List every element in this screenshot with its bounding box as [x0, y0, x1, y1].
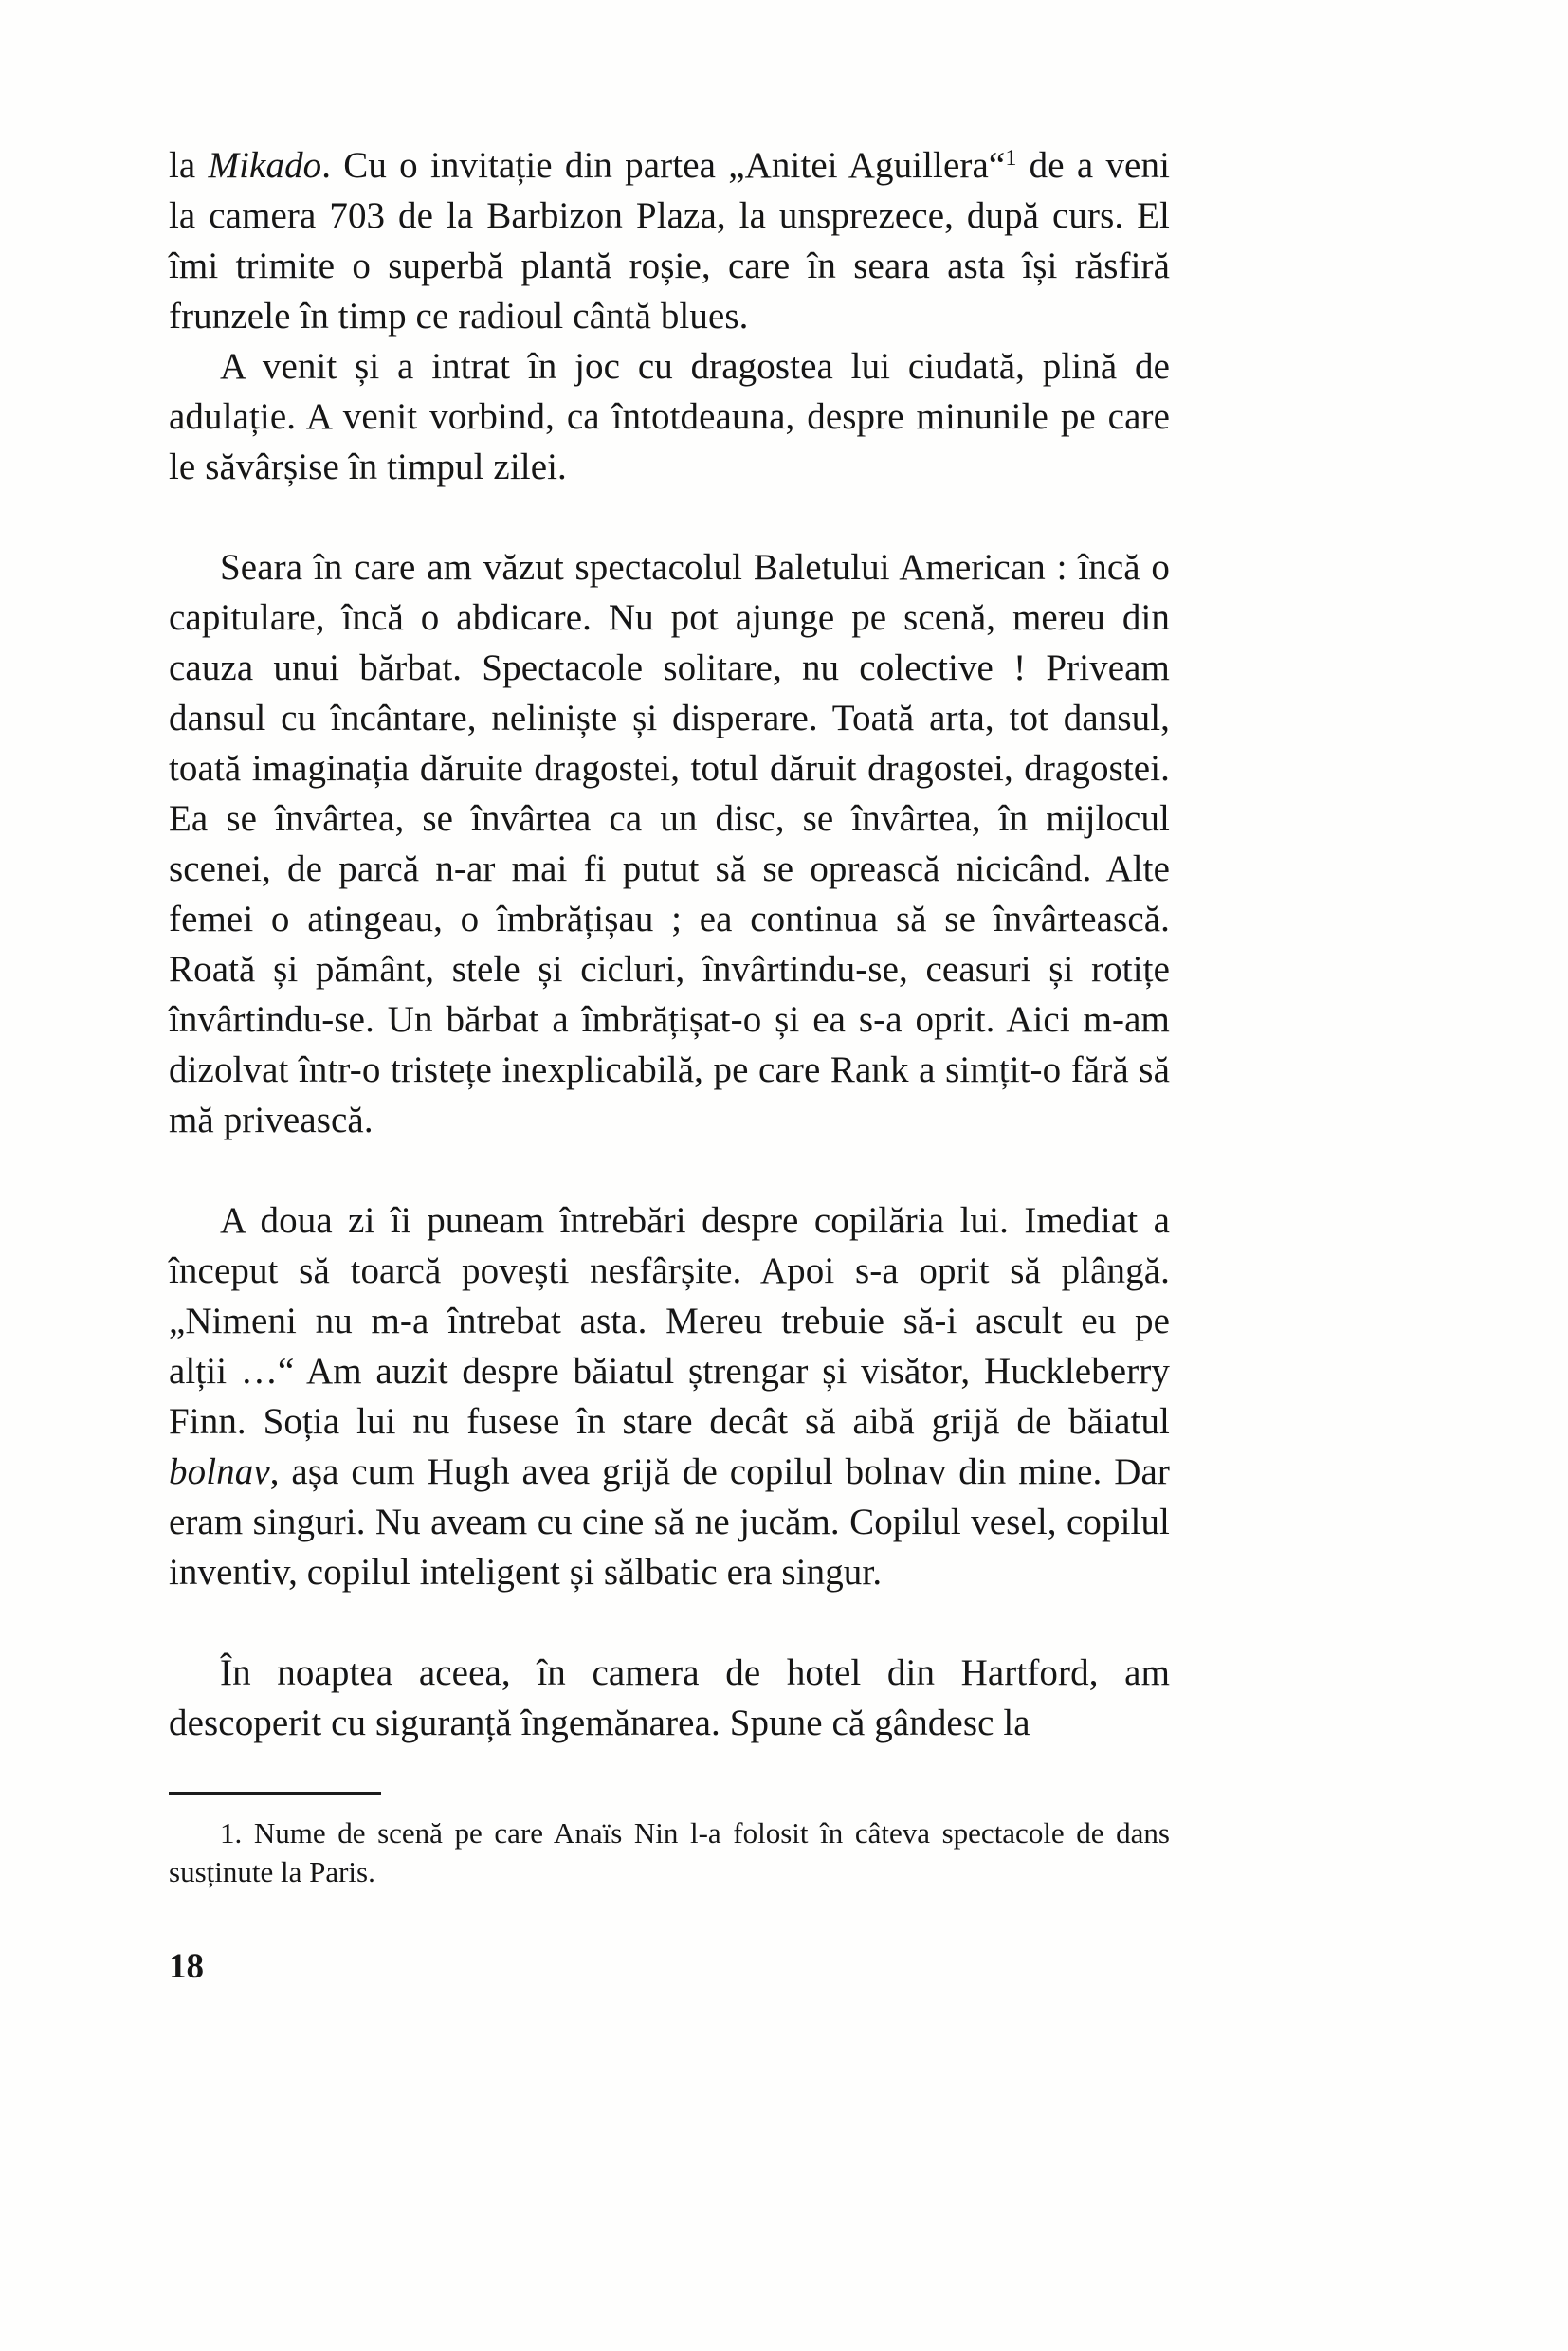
footnote	[169, 1813, 1170, 1891]
text-run: la	[169, 145, 209, 186]
text-run: 1. Nume de scenă pe care Anaïs Nin l-a folosit în câteva spectacole de dans susținute la Paris.	[169, 1816, 1170, 1888]
text-run: În noaptea aceea, în camera de hotel din Hartford, am descoperit cu siguranță îngemănarea. Spune că gândesc la	[169, 1652, 1170, 1743]
body-paragraph	[169, 1648, 1170, 1748]
text-run-italic: bolnav	[169, 1451, 270, 1492]
text-run-italic: Mikado	[208, 145, 322, 186]
text-run: Seara în care am văzut spectacolul Baletului American : încă o capitulare, încă o abdicare. Nu pot ajunge pe scenă, mereu din cauza unui bărbat. Spectacole solitare, nu colective ! Priveam dansul cu încântare, neliniște și disperare. Toată arta, tot dansul, toată imaginația dăruite dragostei, totul dăruit dragostei, dragostei. Ea se învârtea, se învârtea ca un disc, se învârtea, în mijlocul scenei, de parcă n-ar mai fi putut să se oprească nicicând. Alte femei o atingeau, o îmbrățișau ; ea continua să se învârtească. Roată și pământ, stele și cicluri, învârtindu-se, ceasuri și rotițe învârtindu-se. Un bărbat a îmbrățișat-o și ea s-a oprit. Aici m-am dizolvat într-o tristețe inexplicabilă, pe care Rank a simțit-o fără să mă privească.	[169, 547, 1170, 1140]
text-run: A doua zi îi puneam întrebări despre copilăria lui. Imediat a început să toarcă povești nesfârșite. Apoi s-a oprit să plângă. „Nimeni nu m-a întrebat asta. Mereu trebuie să-i ascult eu pe alții …“ Am auzit despre băiatul ștrengar și visător, Huckleberry Finn. Soția lui nu fusese în stare decât să aibă grijă de băiatul	[169, 1200, 1170, 1442]
page-text-block	[169, 140, 1170, 1987]
text-run: . Cu o invitație din partea „Anitei Aguillera“	[321, 145, 1006, 186]
footnote-section	[169, 1792, 1170, 1891]
text-run: A venit și a intrat în joc cu dragostea lui ciudată, plină de adulație. A venit vorbind, ca întotdeauna, despre minunile pe care le săvârșise în timpul zilei.	[169, 346, 1170, 487]
body-paragraph	[169, 542, 1170, 1145]
text-run: , așa cum Hugh avea grijă de copilul bolnav din mine. Dar eram singuri. Nu aveam cu cine să ne jucăm. Copilul vesel, copilul inventiv, copilul inteligent și sălbatic era singur.	[169, 1451, 1170, 1593]
footnote-marker: 1	[1005, 144, 1017, 171]
body-paragraph	[169, 140, 1170, 341]
text-run: de a veni la camera 703 de la Barbizon Plaza, la unsprezece, după curs. El îmi trimite o superbă plantă roșie, care în seara asta își răsfiră frunzele în timp ce radioul cântă blues.	[169, 145, 1171, 337]
body-paragraph	[169, 341, 1170, 492]
footnote-separator	[169, 1792, 381, 1795]
page-number: 18	[169, 1947, 204, 1986]
body-paragraph	[169, 1195, 1170, 1597]
